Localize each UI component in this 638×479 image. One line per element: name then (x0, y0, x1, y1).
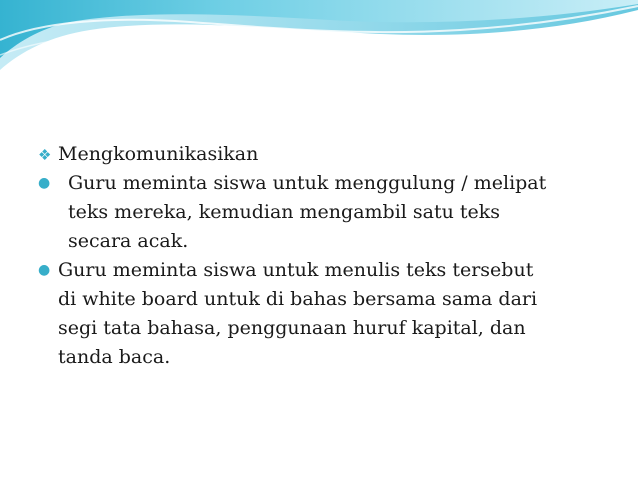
slide-content (38, 140, 598, 372)
bullet-item (38, 169, 598, 256)
heading-text: Mengkomunikasikan (58, 143, 259, 165)
bullet-text: Guru meminta siswa untuk menggulung / melipat teks mereka, kemudian mengambil satu teks secara acak. (68, 172, 547, 252)
round-bullet-icon: ● (38, 175, 51, 191)
heading-row (38, 140, 598, 169)
bullet-text: Guru meminta siswa untuk menulis teks tersebut di white board untuk di bahas bersama sama dari segi tata bahasa, penggunaan huruf kapital, dan tanda baca. (58, 259, 538, 368)
header-wave-decoration (0, 0, 638, 80)
round-bullet-icon: ● (38, 262, 51, 278)
bullet-item (38, 256, 598, 372)
diamond-bullet-icon: ❖ (38, 146, 52, 164)
